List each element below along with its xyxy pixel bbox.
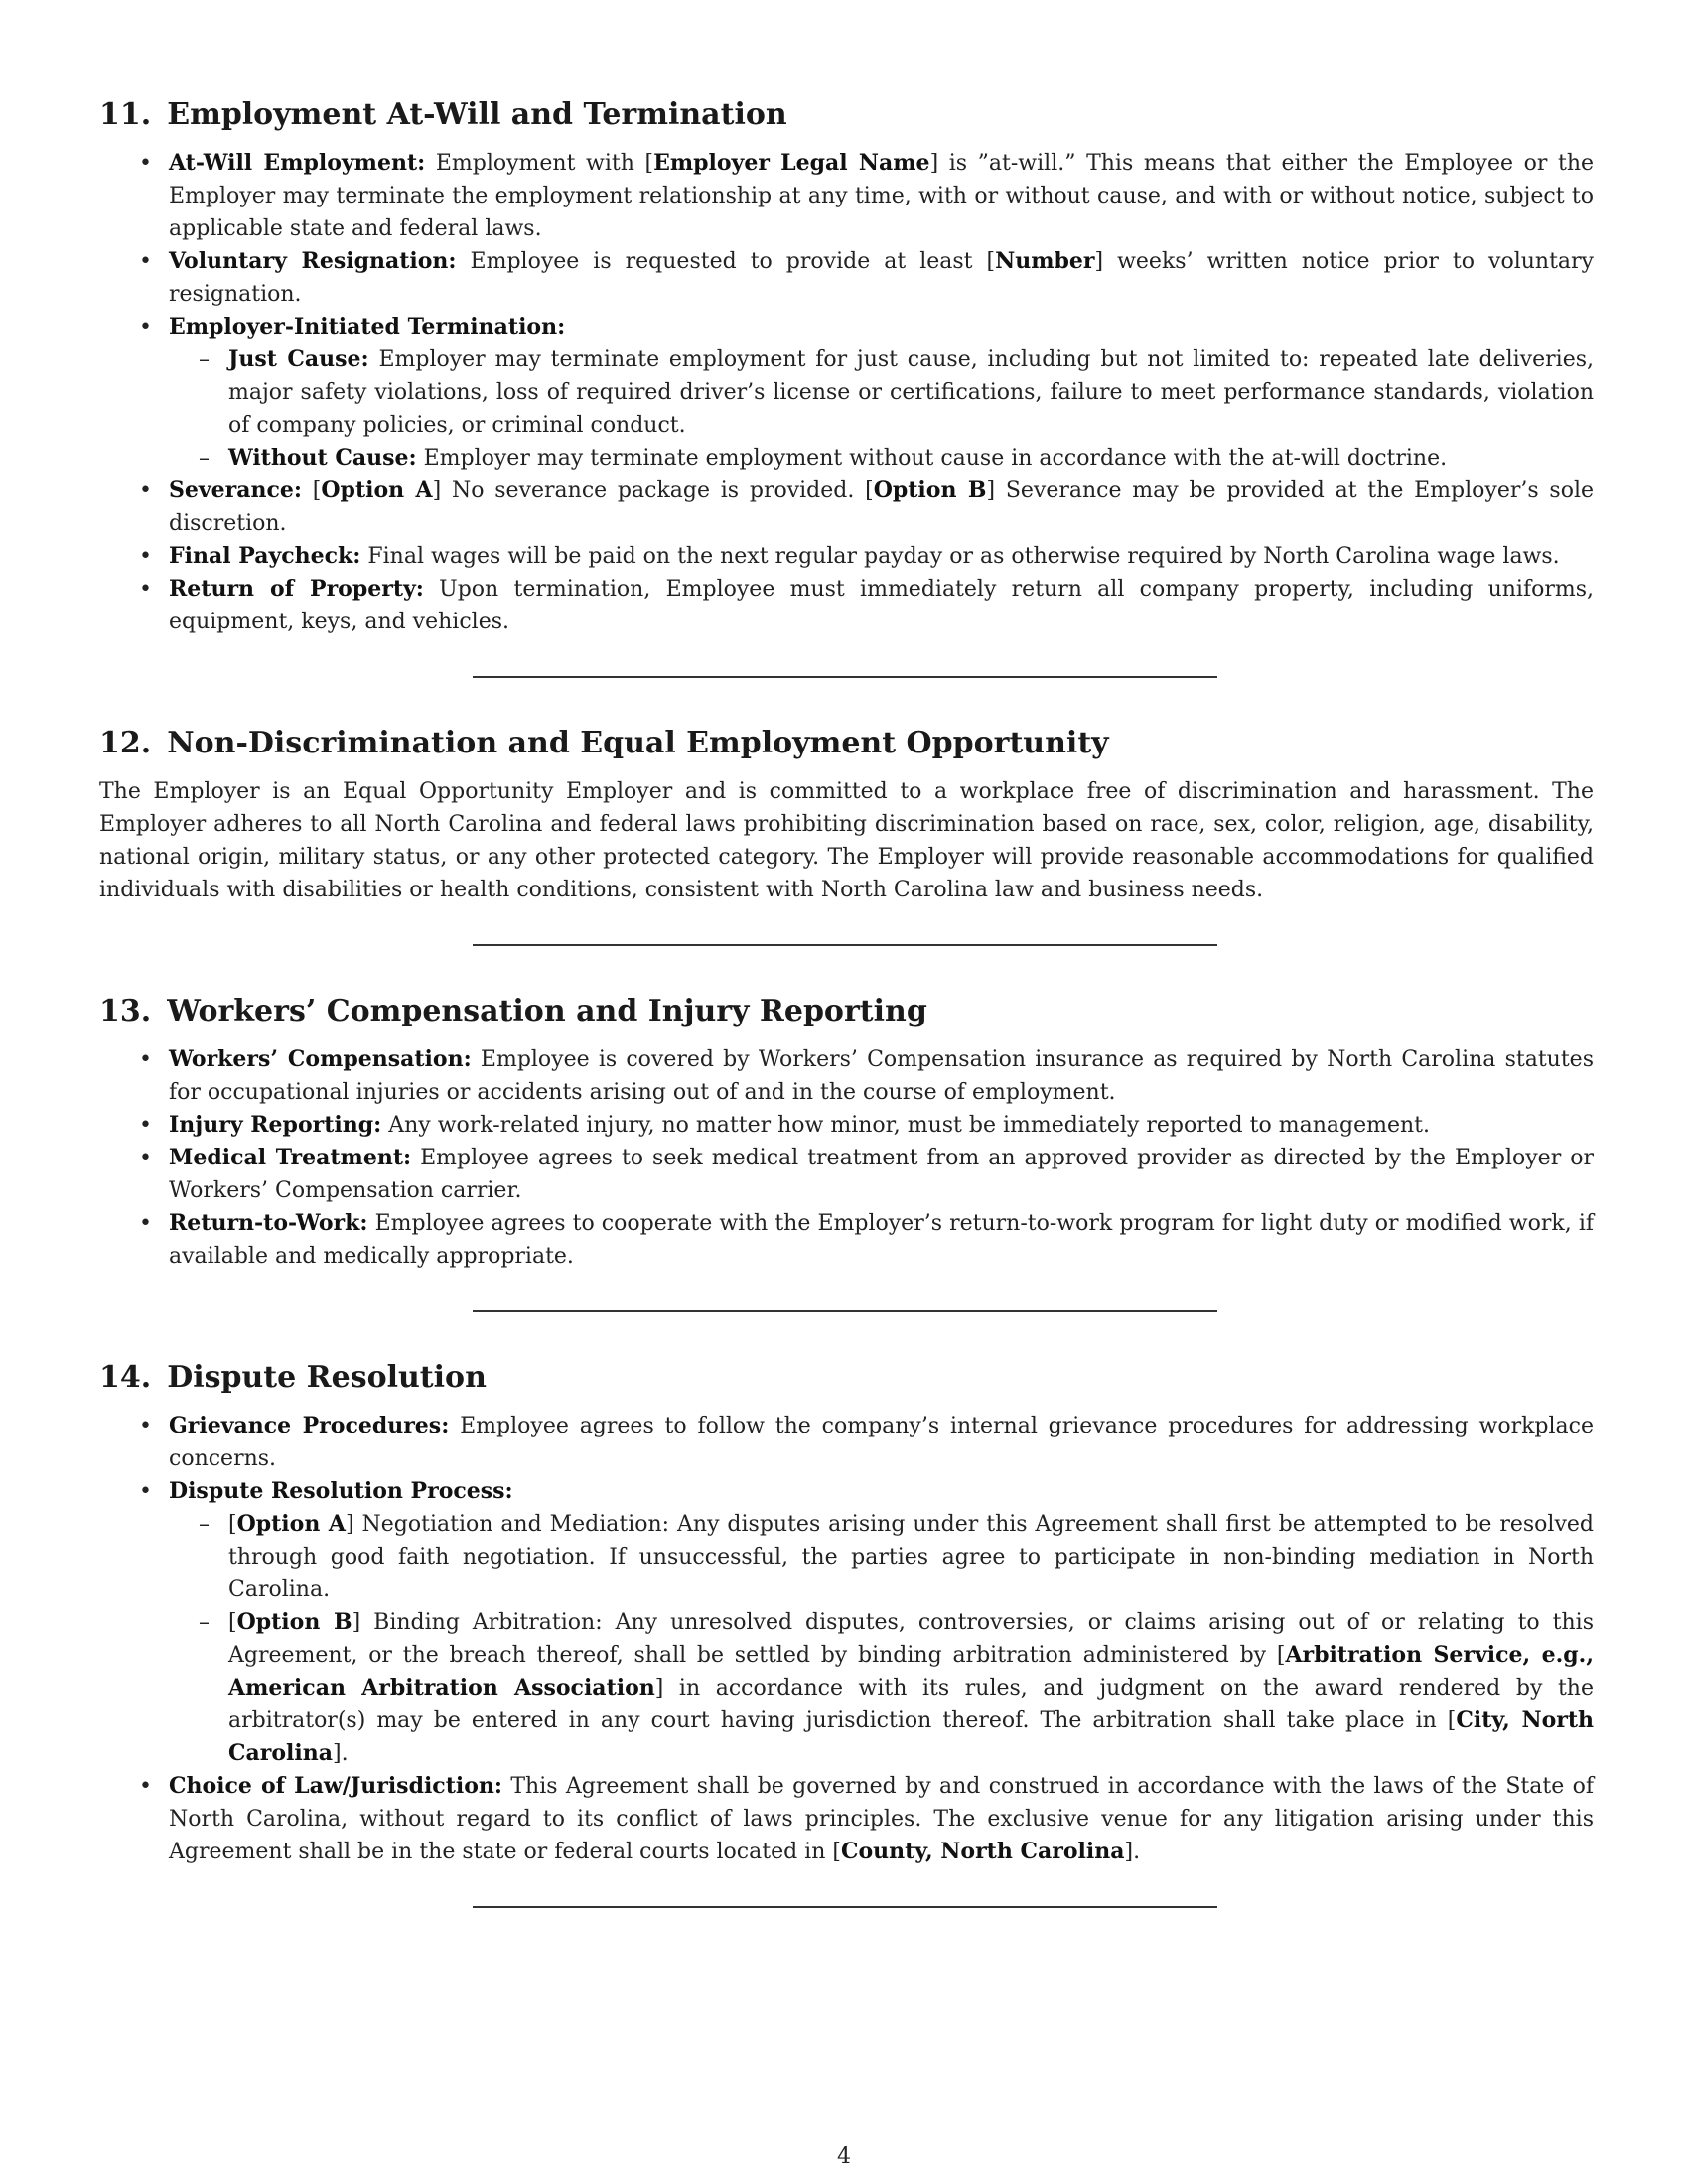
- section-11: [99, 95, 1594, 638]
- list-item: [99, 1207, 1594, 1273]
- list-item: [99, 1109, 1594, 1142]
- placeholder-field: Option B: [873, 478, 987, 503]
- item-text: [: [228, 1512, 237, 1537]
- section-13: [99, 992, 1594, 1273]
- section-divider: [473, 1310, 1217, 1312]
- section-number: 14.: [99, 1360, 152, 1395]
- item-text: Final wages will be paid on the next regular payday or as otherwise required by North Carolina wage laws.: [360, 544, 1560, 569]
- section-heading: [99, 1358, 1594, 1398]
- item-text: [: [302, 478, 322, 503]
- item-text: Employer may terminate employment without cause in accordance with the at-will doctrine.: [416, 446, 1448, 471]
- item-text: ] Binding Arbitration: Any unresolved disputes, controversies, or claims arising out of or relating to this Agreement, or the breach thereof, shall be settled by binding arbitration administered by [: [228, 1610, 1594, 1668]
- section-number: 11.: [99, 97, 152, 132]
- list-item: [99, 540, 1594, 573]
- item-label: Voluntary Resignation:: [169, 248, 457, 274]
- item-text: ].: [1124, 1840, 1141, 1864]
- section-divider: [473, 1906, 1217, 1908]
- section-heading: [99, 724, 1594, 763]
- item-label: Workers’ Compensation:: [169, 1046, 472, 1072]
- section-title: Non-Discrimination and Equal Employment Opportunity: [167, 726, 1109, 760]
- item-text: [: [228, 1610, 237, 1635]
- section-heading: [99, 992, 1594, 1031]
- list-item: [99, 1043, 1594, 1109]
- item-text: ] No severance package is provided. [: [432, 478, 874, 503]
- section-divider: [473, 944, 1217, 946]
- item-text: Employee agrees to seek medical treatment from an approved provider as directed by the Employer or Workers’ Compensation carrier.: [169, 1146, 1594, 1203]
- item-label: Return-to-Work:: [169, 1210, 368, 1236]
- section-title: Employment At-Will and Termination: [167, 97, 787, 132]
- section-divider: [473, 676, 1217, 678]
- item-label: Severance:: [169, 478, 303, 503]
- section-12: [99, 724, 1594, 906]
- section-title: Dispute Resolution: [167, 1360, 487, 1395]
- item-text: Upon termination, Employee must immediately return all company property, including uniforms, equipment, keys, and vehicles.: [169, 577, 1594, 634]
- sub-list-item: [169, 343, 1594, 442]
- item-label: Return of Property:: [169, 576, 424, 602]
- sub-list-item: [169, 1508, 1594, 1606]
- item-label: At-Will Employment:: [169, 150, 426, 176]
- item-text: Any work-related injury, no matter how minor, must be immediately reported to management.: [381, 1113, 1430, 1138]
- list-item: [99, 245, 1594, 311]
- item-text: Employee is covered by Workers’ Compensation insurance as required by North Carolina statutes for occupational injuries or accidents arising out of and in the course of employment.: [169, 1047, 1594, 1105]
- list-item: [99, 1410, 1594, 1475]
- bullet-list: [99, 1043, 1594, 1273]
- section-heading: [99, 95, 1594, 135]
- document-page: [99, 95, 1594, 1908]
- item-text: ] is ”at-will.” This means that either the Employee or the Employer may terminate the employment relationship at any time, with or without cause, and with or without notice, subject to applicable state and federal laws.: [169, 151, 1595, 241]
- item-text: Employer may terminate employment for just cause, including but not limited to: repeated late deliveries, major safety violations, loss of required driver’s license or certifications, failure to meet performance standards, violation of company policies, or criminal conduct.: [228, 347, 1595, 438]
- item-text: Employee is requested to provide at least [: [456, 249, 996, 274]
- list-item: [99, 573, 1594, 638]
- item-text: ] Severance may be provided at the Employer’s sole discretion.: [169, 478, 1594, 536]
- list-item: [99, 475, 1594, 540]
- item-text: Employee agrees to cooperate with the Employer’s return-to-work program for light duty or modified work, if available and medically appropriate.: [169, 1211, 1594, 1269]
- item-label: Employer-Initiated Termination:: [169, 314, 566, 340]
- section-number: 12.: [99, 726, 152, 760]
- section-title: Workers’ Compensation and Injury Reporting: [167, 994, 927, 1028]
- item-label: Grievance Procedures:: [169, 1413, 450, 1438]
- item-text: This Agreement shall be governed by and construed in accordance with the laws of the State of North Carolina, without regard to its conflict of laws principles. The exclusive venue for any litigation arising under this Agreement shall be in the state or federal courts located in [: [169, 1774, 1594, 1864]
- section-number: 13.: [99, 994, 152, 1028]
- item-text: ] Negotiation and Mediation: Any disputes arising under this Agreement shall first be attempted to be resolved through good faith negotiation. If unsuccessful, the parties agree to participate in non-binding mediation in North Carolina.: [228, 1512, 1594, 1602]
- placeholder-field: Option A: [236, 1511, 346, 1537]
- item-text: ] weeks’ written notice prior to voluntary resignation.: [169, 249, 1594, 307]
- sub-list: [169, 343, 1594, 475]
- placeholder-field: Option B: [236, 1609, 352, 1635]
- item-label: Medical Treatment:: [169, 1145, 412, 1170]
- list-item: [99, 147, 1594, 245]
- list-item: [99, 1770, 1594, 1868]
- sub-list-item: [169, 1606, 1594, 1770]
- list-item: [99, 1475, 1594, 1770]
- bullet-list: [99, 1410, 1594, 1868]
- placeholder-field: City, North Carolina: [228, 1707, 1595, 1766]
- item-label: Final Paycheck:: [169, 543, 361, 569]
- item-text: ].: [333, 1741, 349, 1766]
- item-text: Employment with [: [425, 151, 654, 176]
- item-label: Injury Reporting:: [169, 1112, 382, 1138]
- item-text: Employee agrees to follow the company’s internal grievance procedures for addressing workplace concerns.: [169, 1414, 1594, 1471]
- sub-list-item: [169, 442, 1594, 475]
- page-number: 4: [837, 2144, 851, 2169]
- section-14: [99, 1358, 1594, 1868]
- item-label: Without Cause:: [228, 445, 417, 471]
- placeholder-field: Employer Legal Name: [653, 150, 930, 176]
- placeholder-field: Option A: [321, 478, 433, 503]
- paragraph: The Employer is an Equal Opportunity Employer and is committed to a workplace free of discrimination and harassment. The Employer adheres to all North Carolina and federal laws prohibiting discrimination based on race, sex, color, religion, age, disability, national origin, military status, or any other protected category. The Employer will provide reasonable accommodations for qualified individuals with disabilities or health conditions, consistent with North Carolina law and business needs.: [99, 779, 1594, 902]
- list-item: [99, 1142, 1594, 1207]
- placeholder-field: County, North Carolina: [840, 1839, 1125, 1864]
- list-item: [99, 311, 1594, 475]
- placeholder-field: Number: [995, 248, 1095, 274]
- bullet-list: [99, 147, 1594, 638]
- item-text: ] in accordance with its rules, and judgment on the award rendered by the arbitrator(s) may be entered in any court having jurisdiction thereof. The arbitration shall take place in [: [228, 1676, 1594, 1733]
- placeholder-field: Arbitration Service, e.g., American Arbitration Association: [228, 1642, 1594, 1701]
- sub-list: [169, 1508, 1594, 1770]
- item-label: Just Cause:: [228, 346, 369, 372]
- item-label: Dispute Resolution Process:: [169, 1478, 513, 1504]
- item-label: Choice of Law/Jurisdiction:: [169, 1773, 503, 1799]
